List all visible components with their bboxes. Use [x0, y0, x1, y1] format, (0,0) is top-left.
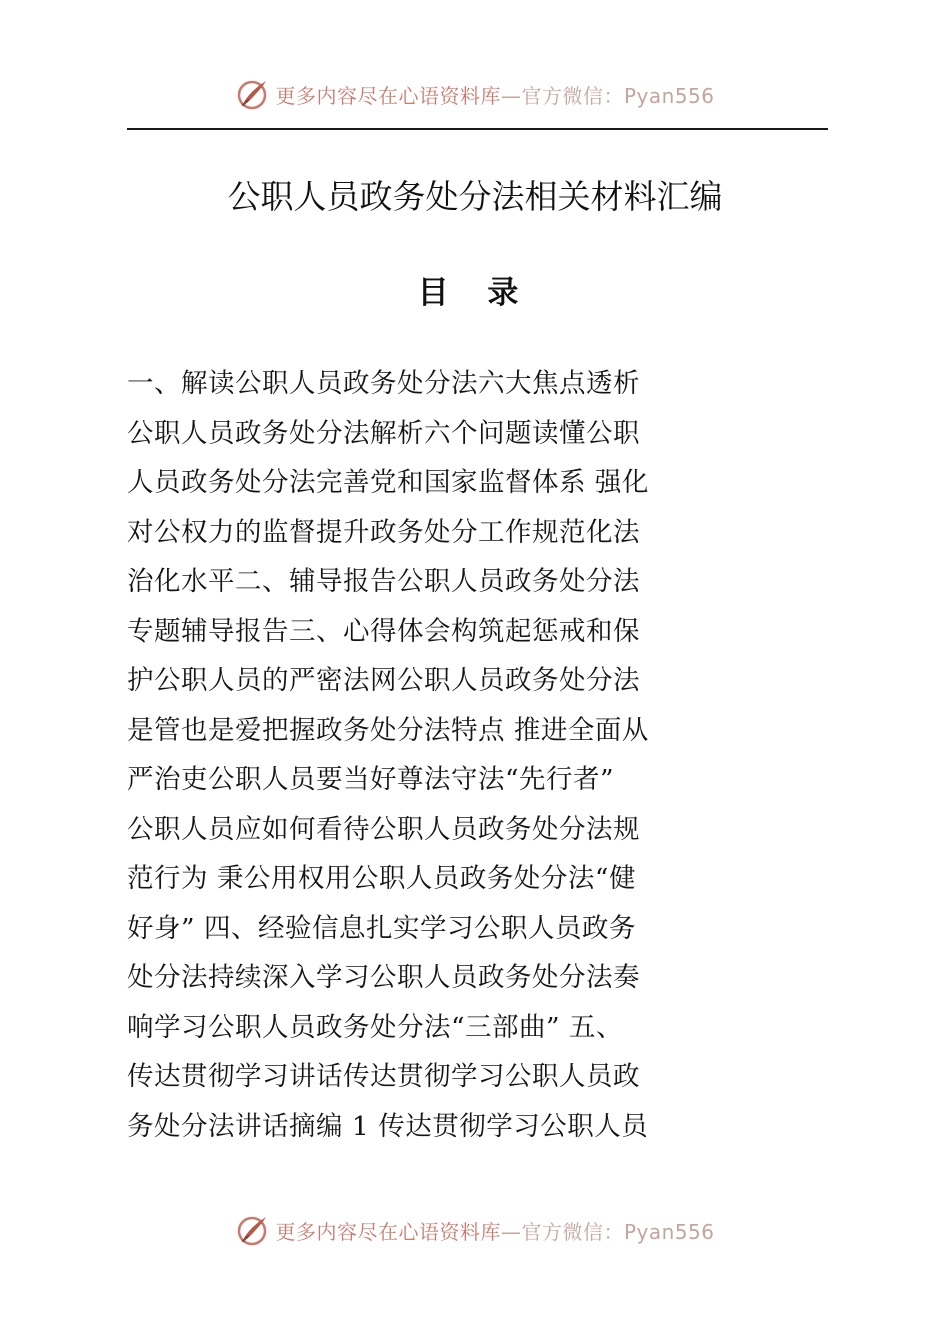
toc-line: 公职人员政务处分法解析六个问题读懂公职: [127, 417, 640, 449]
toc-line: 处分法持续深入学习公职人员政务处分法奏: [127, 962, 640, 993]
toc-line: 护公职人员的严密法网公职人员政务处分法: [127, 665, 640, 696]
watermark-text: [275, 1216, 714, 1245]
footer-watermark: [0, 1210, 950, 1250]
toc-line: 传达贯彻学习讲话传达贯彻学习公职人员政: [127, 1061, 640, 1092]
toc-line: 治化水平二、辅导报告公职人员政务处分法: [127, 566, 640, 597]
document-title: 公职人员政务处分法相关材料汇编: [227, 177, 723, 216]
watermark-separator: —: [500, 1219, 522, 1244]
watermark-wechat-label: 官方微信：: [521, 1219, 624, 1244]
watermark-separator: —: [500, 83, 522, 108]
toc-body: [127, 359, 707, 1151]
toc-line: 好身” 四、经验信息扎实学习公职人员政务: [127, 912, 636, 944]
header-divider: [127, 128, 828, 130]
toc-line: 务处分法讲话摘编 1 传达贯彻学习公职人员: [127, 1110, 649, 1142]
watermark-text: [275, 80, 714, 109]
toc-line: 严治吏公职人员要当好尊法守法“先行者”: [127, 764, 615, 795]
toc-line: 响学习公职人员政务处分法“三部曲” 五、: [127, 1011, 624, 1043]
toc-line: 公职人员应如何看待公职人员政务处分法规: [127, 813, 640, 845]
toc-line: 范行为 秉公用权用公职人员政务处分法“健: [127, 863, 636, 894]
toc-line: 对公权力的监督提升政务处分工作规范化法: [127, 516, 640, 548]
watermark-site-text: 更多内容尽在心语资料库: [275, 83, 501, 108]
watermark-wechat-id: Pyan556: [623, 1219, 715, 1244]
toc-line: 人员政务处分法完善党和国家监督体系 强化: [127, 467, 649, 498]
header-watermark: [0, 74, 950, 114]
quill-logo-icon: [235, 1212, 271, 1248]
toc-heading: 目 录: [417, 275, 533, 311]
toc-line: 专题辅导报告三、心得体会构筑起惩戒和保: [127, 615, 640, 647]
toc-line: 一、解读公职人员政务处分法六大焦点透析: [127, 368, 640, 399]
toc-line: 是管也是爱把握政务处分法特点 推进全面从: [127, 714, 649, 746]
watermark-site-text: 更多内容尽在心语资料库: [275, 1219, 501, 1244]
quill-logo-icon: [235, 76, 271, 112]
watermark-wechat-id: Pyan556: [623, 83, 715, 108]
watermark-wechat-label: 官方微信：: [521, 83, 624, 108]
